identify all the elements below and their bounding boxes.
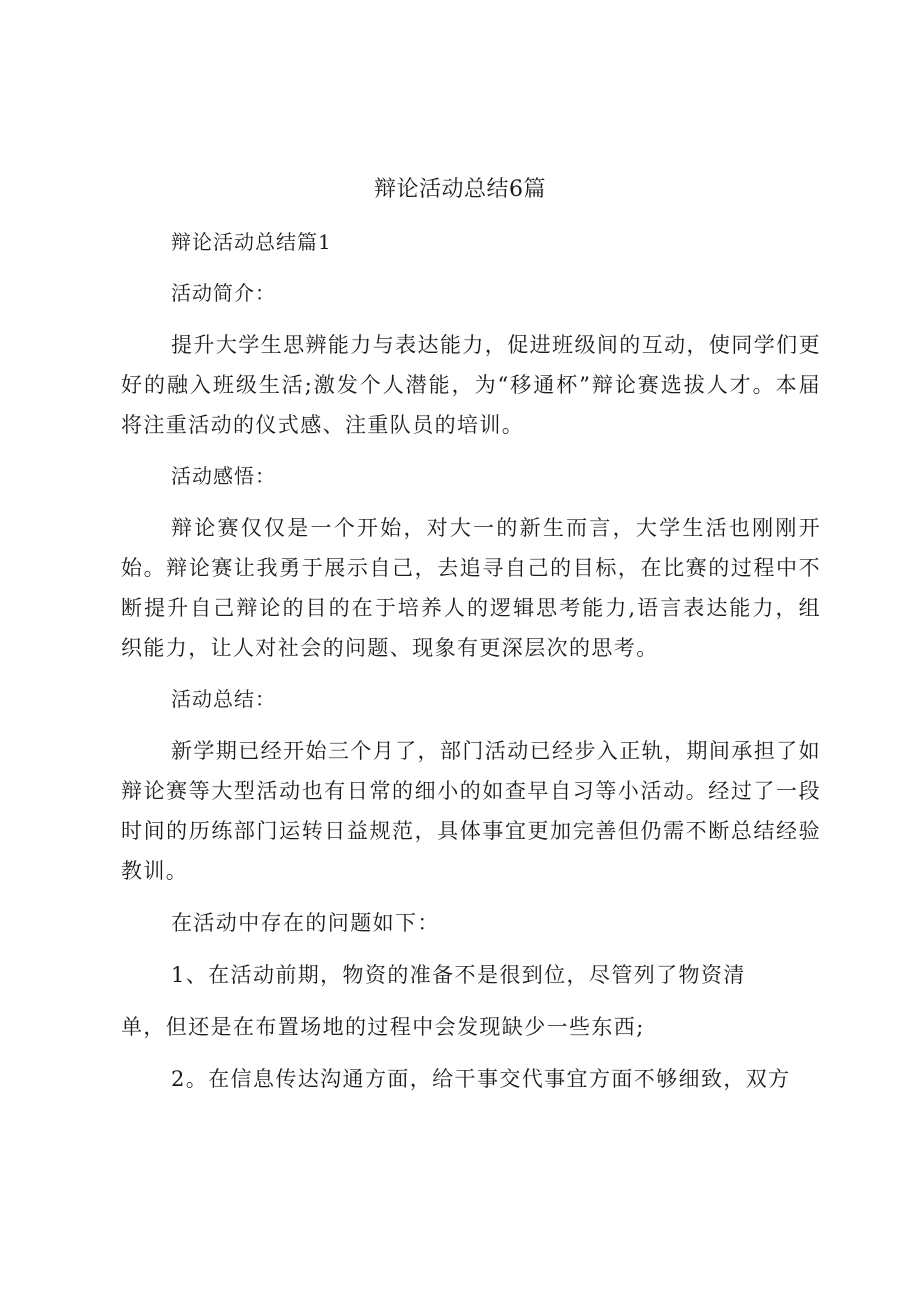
problem-2: 2。在信息传达沟通方面，给干事交代事宜方面不够细致，双方 — [171, 1067, 791, 1091]
problems-intro: 在活动中存在的问题如下： — [171, 911, 440, 935]
section-heading: 辩论活动总结篇1 — [171, 230, 332, 254]
feeling-label: 活动感悟： — [171, 464, 276, 488]
problem-1-line-1: 1、在活动前期，物资的准备不是很到位，尽管列了物资清 — [171, 963, 746, 987]
document-body — [121, 222, 821, 1099]
document-title: 辩论活动总结6篇 — [374, 177, 546, 202]
feeling-paragraph: 辩论赛仅仅是一个开始，对大一的新生而言，大学生活也刚刚开始。辩论赛让我勇于展示自己，去追寻自己的目标，在比赛的过程中不断提升自己辩论的目的在于培养人的逻辑思考能力,语言表达能力，组织能力，让人对社会的问题、现象有更深层次的思考。 — [121, 516, 821, 660]
problem-1-line-2: 单，但还是在布置场地的过程中会发现缺少一些东西; — [121, 1015, 645, 1039]
summary-label: 活动总结： — [171, 687, 276, 711]
intro-label: 活动简介： — [171, 281, 276, 305]
intro-paragraph: 提升大学生思辨能力与表达能力，促进班级间的互动，使同学们更好的融入班级生活;激发个人潜能，为“移通杯”辩论赛选拔人才。本届将注重活动的仪式感、注重队员的培训。 — [121, 333, 821, 437]
summary-paragraph: 新学期已经开始三个月了，部门活动已经步入正轨，期间承担了如辩论赛等大型活动也有日常的细小的如查早自习等小活动。经过了一段时间的历练部门运转日益规范，具体事宜更加完善但仍需不断总结经验教训。 — [121, 739, 821, 883]
